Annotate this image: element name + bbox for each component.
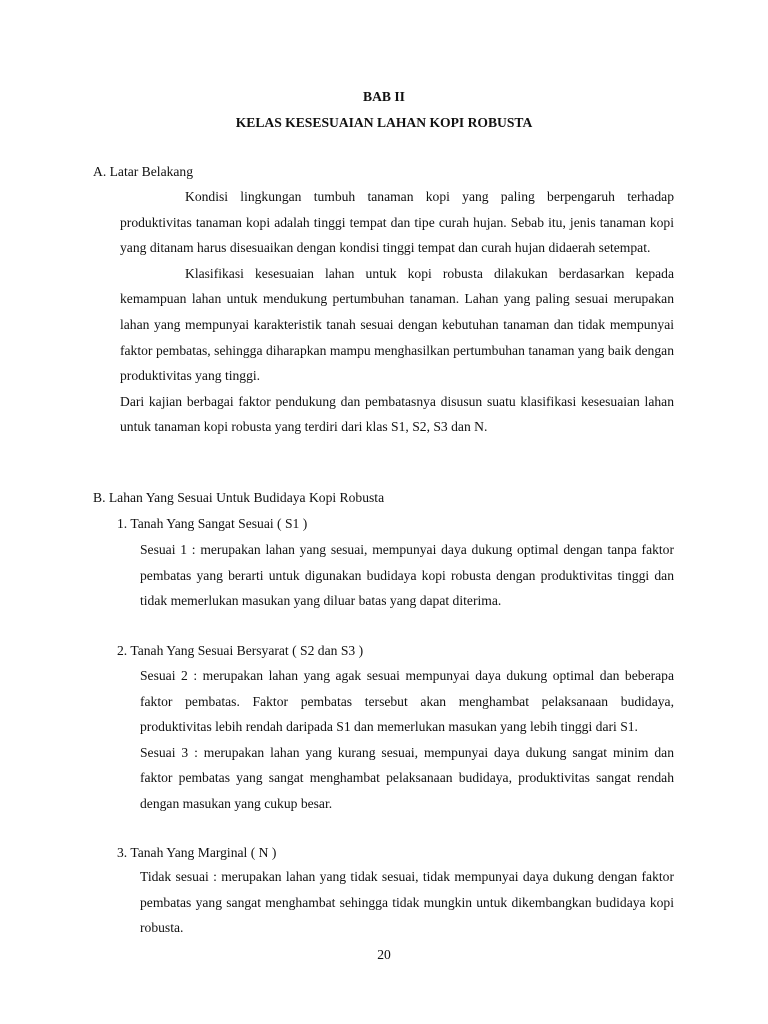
section-b-heading: B. Lahan Yang Sesuai Untuk Budidaya Kopi Robusta (93, 490, 385, 505)
section-a-paragraph-3: Dari kajian berbagai faktor pendukung dan pembatasnya disusun suatu klasifikasi kesesuaian lahan untuk tanaman kopi robusta yang terdiri dari klas S1, S2, S3 dan N. (120, 393, 674, 435)
item-1-body (140, 537, 674, 614)
item-2-body (140, 663, 674, 817)
section-a-paragraph-1: Kondisi lingkungan tumbuh tanaman kopi yang paling berpengaruh terhadap produktivitas tanaman kopi adalah tinggi tempat dan tipe curah hujan. Sebab itu, jenis tanaman kopi yang ditanam harus disesuaikan dengan kondisi tinggi tempat dan curah hujan didaerah setempat. (120, 189, 674, 256)
page-number: 20 (377, 947, 391, 962)
item-2-title: 2. Tanah Yang Sesuai Bersyarat ( S2 dan S3 ) (117, 643, 364, 658)
item-1-title: 1. Tanah Yang Sangat Sesuai ( S1 ) (117, 516, 308, 531)
section-a-heading: A. Latar Belakang (93, 164, 194, 179)
chapter-label: BAB II (363, 89, 405, 104)
section-a-paragraph-2: Klasifikasi kesesuaian lahan untuk kopi robusta dilakukan berdasarkan kepada kemampuan lahan untuk mendukung pertumbuhan tanaman. Lahan yang paling sesuai merupakan lahan yang mempunyai karakteristik tanah sesuai dengan kebutuhan tanaman dan tidak mempunyai faktor pembatas, sehingga diharapkan mampu menghasilkan pertumbuhan tanaman yang baik dengan produktivitas yang tinggi. (120, 265, 674, 384)
item-2-text-s2: Sesuai 2 : merupakan lahan yang agak sesuai mempunyai daya dukung optimal dan beberapa faktor pembatas. Faktor pembatas tersebut akan menghambat pelaksanaan budidaya, produktivitas lebih rendah daripada S1 dan memerlukan masukan yang lebih tinggi dari S1. (140, 668, 674, 735)
section-a-body (120, 184, 674, 440)
item-1-text: Sesuai 1 : merupakan lahan yang sesuai, mempunyai daya dukung optimal dengan tanpa faktor pembatas yang berarti untuk digunakan budidaya kopi robusta dengan produktivitas tinggi dan tidak memerlukan masukan yang diluar batas yang dapat diterima. (140, 542, 674, 609)
item-3-text: Tidak sesuai : merupakan lahan yang tidak sesuai, tidak mempunyai daya dukung dengan faktor pembatas yang sangat menghambat sehingga tidak mungkin untuk dikembangkan budidaya kopi robusta. (140, 869, 674, 936)
item-2-text-s3: Sesuai 3 : merupakan lahan yang kurang sesuai, mempunyai daya dukung sangat minim dan faktor pembatas yang sangat menghambat pelaksanaan budidaya, produktivitas sangat rendah dengan masukan yang cukup besar. (140, 744, 674, 811)
item-3-body (140, 864, 674, 941)
chapter-title: KELAS KESESUAIAN LAHAN KOPI ROBUSTA (235, 115, 533, 130)
item-3-title: 3. Tanah Yang Marginal ( N ) (117, 845, 277, 860)
